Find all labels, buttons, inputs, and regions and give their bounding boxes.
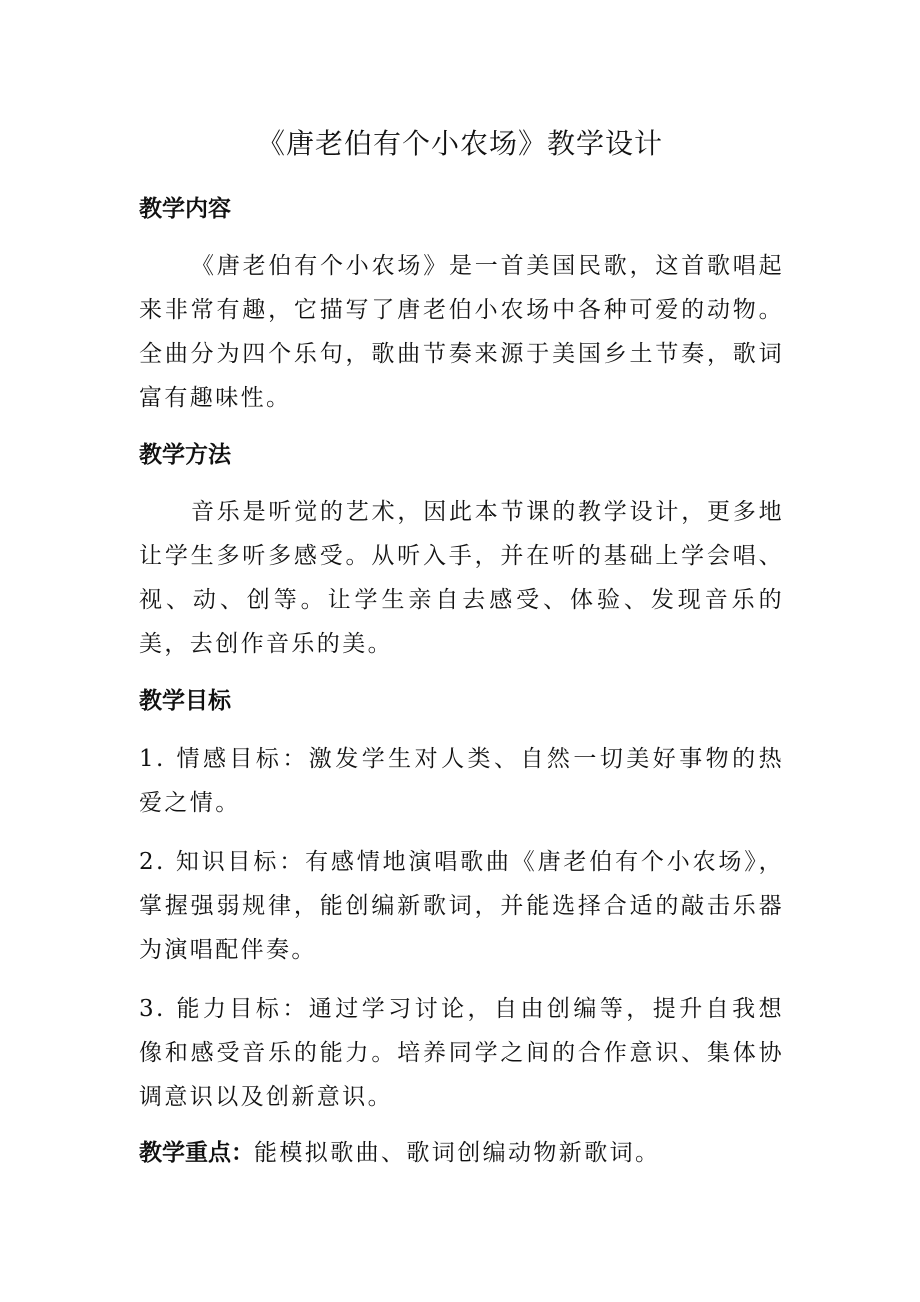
key-point-text: 能模拟歌曲、歌词创编动物新歌词。 xyxy=(254,1140,661,1166)
goal-item-knowledge: 2. 知识目标：有感情地演唱歌曲《唐老伯有个小农场》，掌握强弱规律，能创编新歌词，并能选择合适的敲击乐器为演唱配伴奏。 xyxy=(139,849,784,963)
key-point-label: 教学重点： xyxy=(139,1140,254,1166)
goal-item-emotion: 1. 情感目标：激发学生对人类、自然一切美好事物的热爱之情。 xyxy=(139,746,784,816)
heading-teaching-method: 教学方法 xyxy=(139,442,231,468)
paragraph-teaching-content: 《唐老伯有个小农场》是一首美国民歌，这首歌唱起来非常有趣，它描写了唐老伯小农场中各种可爱的动物。全曲分为四个乐句，歌曲节奏来源于美国乡土节奏，歌词富有趣味性。 xyxy=(139,253,784,411)
heading-teaching-goals: 教学目标 xyxy=(139,688,231,714)
document-title: 《唐老伯有个小农场》教学设计 xyxy=(256,127,663,160)
goal-item-ability: 3. 能力目标：通过学习讨论，自由创编等，提升自我想像和感受音乐的能力。培养同学之间的合作意识、集体协调意识以及创新意识。 xyxy=(139,996,784,1110)
key-point-line xyxy=(139,1131,784,1175)
heading-teaching-content: 教学内容 xyxy=(139,196,231,222)
paragraph-teaching-method: 音乐是听觉的艺术，因此本节课的教学设计，更多地让学生多听多感受。从听入手，并在听的基础上学会唱、视、动、创等。让学生亲自去感受、体验、发现音乐的美，去创作音乐的美。 xyxy=(139,499,784,657)
